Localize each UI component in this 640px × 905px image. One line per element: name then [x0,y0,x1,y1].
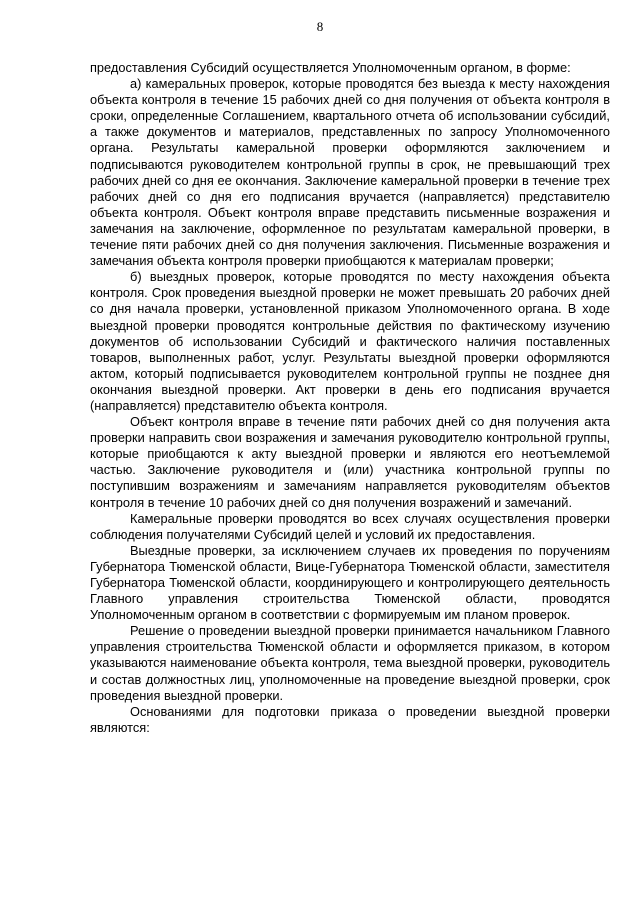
paragraph-audit-decision: Решение о проведении выездной проверки принимается начальником Главного управления строительства Тюменской области и оформляется приказом, в котором указываются наименование объекта контроля, тема выездной проверки, руководитель и состав должностных лиц, уполномоченные на проведение выездной проверки, срок проведения выездной проверки. [90,623,610,703]
paragraph-grounds: Основаниями для подготовки приказа о проведении выездной проверки являются: [90,703,610,735]
paragraph-field-audit-plan: Выездные проверки, за исключением случаев их проведения по поручениям Губернатора Тюменской области, Вице-Губернатора Тюменской области, заместителя Губернатора Тюменской области, координирующего и контролирующего деятельность Главного управления строительства Тюменской области, проводятся Уполномоченным органом в соответствии с формируемым им планом проверок. [90,542,610,623]
paragraph-intro: предоставления Субсидий осуществляется Уполномоченным органом, в форме: [90,60,571,75]
paragraph-field-audits: б) выездных проверок, которые проводятся по месту нахождения объекта контроля. Срок проведения выездной проверки не может превышать 20 рабочих дней со дня начала проверки, установленной приказом Уполномоченного органа. В ходе выездной проверки проводятся контрольные действия по фактическому изучению документов об использовании Субсидий и фактического наличия поставленных товаров, выполненных работ, услуг. Результаты выездной проверки оформляются актом, который подписывается руководителем контрольной группы не позднее дня окончания выездной проверки. Акт проверки в день его подписания вручается (направляется) представителю объекта контроля. [90,269,610,413]
document-body [90,60,610,736]
paragraph-desk-audits: а) камеральных проверок, которые проводятся без выезда к месту нахождения объекта контроля в течение 15 рабочих дней со дня получения от объекта контроля в сроки, определенные Соглашением, квартального отчета об использовании субсидий, а также документов и материалов, представленных по запросу Уполномоченного органа. Результаты камеральной проверки оформляются заключением и подписываются руководителем контрольной группы в срок, не превышающий трех рабочих дней со дня ее окончания. Заключение камеральной проверки в течение трех рабочих дней со дня его подписания вручается (направляется) представителю объекта контроля. Объект контроля вправе представить письменные возражения и замечания на заключение, оформленное по результатам камеральной проверки, в течение пяти рабочих дней со дня получения заключения. Письменные возражения и замечания объекта контроля проверки приобщаются к материалам проверки; [90,76,610,269]
paragraph-desk-audit-cases: Камеральные проверки проводятся во всех случаях осуществления проверки соблюдения получателями Субсидий целей и условий их предоставления. [90,510,610,542]
page-number: 8 [316,19,324,34]
paragraph-objections: Объект контроля вправе в течение пяти рабочих дней со дня получения акта проверки направить свои возражения и замечания руководителю контрольной группы, которые приобщаются к акту выездной проверки и являются его неотъемлемой частью. Заключение руководителя и (или) участника контрольной группы по поступившим возражениям и замечаниям направляется руководителям объектов контроля в течение 10 рабочих дней со дня получения возражений и замечаний. [90,414,610,510]
